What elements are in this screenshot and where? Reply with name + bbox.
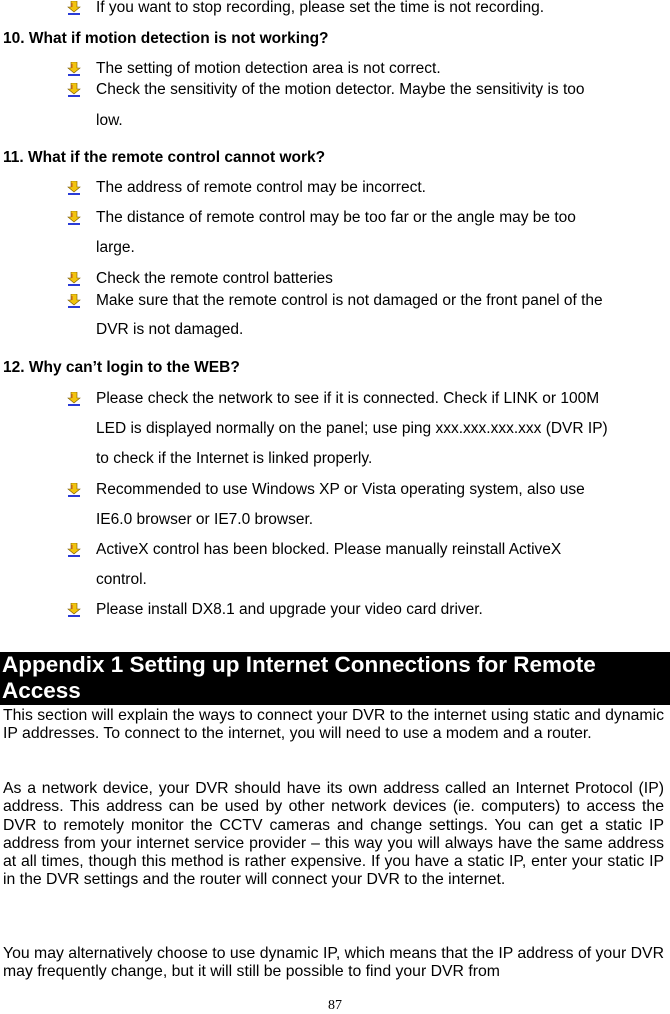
pencil-bullet-icon [67,62,81,76]
list-item-text: ActiveX control has been blocked. Please manually reinstall ActiveX [96,541,562,558]
list-item-text: Check the remote control batteries [96,270,333,287]
list-item-continuation: to check if the Internet is linked properly. [96,450,373,467]
list-item-text: The setting of motion detection area is not correct. [96,60,441,77]
pencil-bullet-icon [67,294,81,308]
list-item-text: The address of remote control may be incorrect. [96,179,426,196]
faq-heading-12: 12. Why can’t login to the WEB? [3,359,240,376]
list-item-text: The distance of remote control may be too far or the angle may be too [96,209,576,226]
pencil-bullet-icon [67,181,81,195]
pencil-bullet-icon [67,1,81,15]
pencil-bullet-icon [67,272,81,286]
list-item [96,286,603,316]
list-item [96,75,585,105]
list-item [96,173,426,203]
paragraph-dynamic-ip: You may alternatively choose to use dynamic IP, which means that the IP address of your DVR may frequently change, but it will still be possible to find your DVR from [3,945,664,981]
list-item-text: Please install DX8.1 and upgrade your video card driver. [96,601,483,618]
pencil-bullet-icon [67,543,81,557]
list-item-continuation: low. [96,112,123,129]
list-item-text: Make sure that the remote control is not damaged or the front panel of the [96,292,603,309]
pencil-bullet-icon [67,392,81,406]
paragraph-ip-address: As a network device, your DVR should have its own address called an Internet Protocol (IP) address. This address can be used by other network devices (ie. computers) to access the DVR to remotely monitor the CCTV cameras and change settings. You can get a static IP address from your internet service provider – this way you will always have the same address at all times, though this method is rather expensive. If you have a static IP, enter your static IP in the DVR settings and the router will connect your DVR to the internet. [3,780,664,889]
list-item [96,384,599,414]
list-item-text: Check the sensitivity of the motion detector. Maybe the sensitivity is too [96,81,585,98]
list-item-continuation: large. [96,239,135,256]
list-item-continuation: DVR is not damaged. [96,321,244,338]
faq-heading-10: 10. What if motion detection is not working? [3,30,329,47]
pencil-bullet-icon [67,603,81,617]
list-item [96,0,544,23]
list-item-text: Recommended to use Windows XP or Vista operating system, also use [96,481,585,498]
list-item [96,203,576,233]
page-number: 87 [328,998,342,1013]
list-item [96,595,483,625]
list-item-text: Please check the network to see if it is connected. Check if LINK or 100M [96,390,600,407]
pencil-bullet-icon [67,211,81,225]
pencil-bullet-icon [67,83,81,97]
paragraph-intro: This section will explain the ways to connect your DVR to the internet using static and dynamic IP addresses. To connect to the internet, you will need to use a modem and a router. [3,707,664,743]
appendix-title: Appendix 1 Setting up Internet Connections for Remote Access [2,652,596,703]
list-item-continuation: LED is displayed normally on the panel; use ping xxx.xxx.xxx.xxx (DVR IP) [96,420,608,437]
pencil-bullet-icon [67,483,81,497]
list-item-text: If you want to stop recording, please set the time is not recording. [96,0,545,16]
faq-heading-11: 11. What if the remote control cannot work? [3,149,326,166]
list-item-continuation: control. [96,571,147,588]
list-item [96,475,585,505]
list-item-continuation: IE6.0 browser or IE7.0 browser. [96,511,314,528]
list-item [96,535,561,565]
